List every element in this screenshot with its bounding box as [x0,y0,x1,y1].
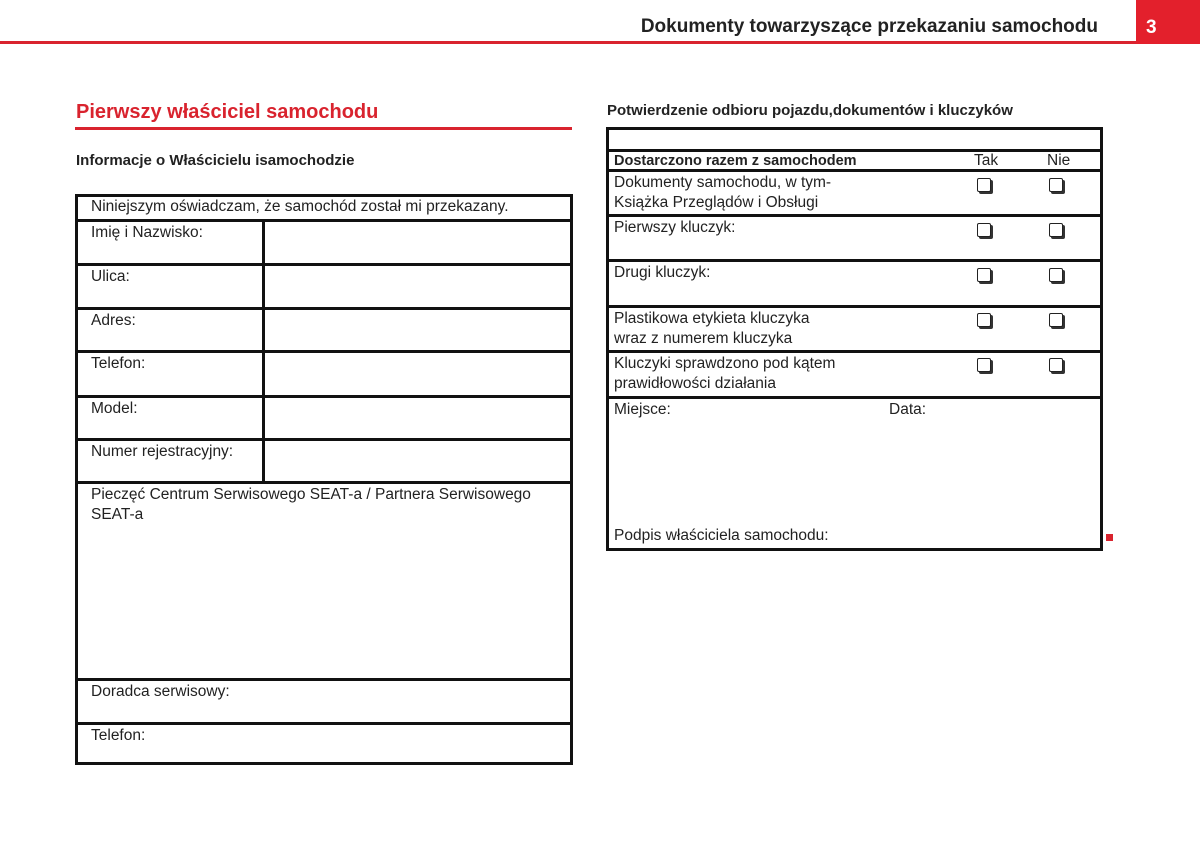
form-row-street [78,263,570,307]
signature-label: Podpis właściciela samochodu: [614,527,829,544]
form-row-model [78,395,570,438]
field-label: Adres: [91,312,136,329]
checkbox-no[interactable] [1049,268,1063,282]
section-title: Pierwszy właściciel samochodu [76,101,379,123]
place-date-signature-row [609,396,1100,548]
label-line-1: Drugi kluczyk: [614,264,711,281]
end-of-section-marker [1106,534,1113,541]
checklist-row [609,214,1100,259]
form-row-name [78,219,570,263]
checklist-item-label [614,218,735,238]
checklist-item-label [614,309,810,349]
name-field[interactable] [265,222,570,263]
checkbox-no[interactable] [1049,313,1063,327]
label-line-1: Plastikowa etykieta kluczyka [614,310,810,327]
checkbox-no[interactable] [1049,358,1063,372]
advisor-row [78,678,570,722]
label-line-1: Pierwszy kluczyk: [614,219,736,236]
checklist-header-yes: Tak [974,152,999,169]
place-date-field[interactable] [609,423,1100,523]
form-row-address [78,307,570,350]
label-line-2: prawidłowości działania [614,375,776,392]
checklist-header-row [609,149,1100,169]
field-label: Imię i Nazwisko: [91,224,203,241]
checklist-row [609,169,1100,214]
checkbox-yes[interactable] [977,223,991,237]
field-label: Model: [91,400,138,417]
model-field[interactable] [265,398,570,438]
advisor-phone-row [78,722,570,762]
registration-number-field[interactable] [265,441,570,481]
advisor-label: Doradca serwisowy: [91,683,230,700]
checklist-header-no: Nie [1047,152,1071,169]
stamp-area[interactable] [78,528,570,678]
checkbox-yes[interactable] [977,268,991,282]
page-number-badge: 3 [1136,0,1200,44]
checklist-row [609,259,1100,305]
checkbox-yes[interactable] [977,313,991,327]
header-rule [0,41,1136,44]
checklist-row [609,350,1100,396]
label-line-1: Dokumenty samochodu, w tym- [614,174,832,191]
empty-row [609,130,1100,149]
page-header-title: Dokumenty towarzyszące przekazaniu samochodu [640,16,1098,37]
phone-field[interactable] [265,353,570,395]
checkbox-yes[interactable] [977,358,991,372]
field-label: Numer rejestracyjny: [91,443,234,460]
owner-info-subtitle: Informacje o Właścicielu isamochodzie [76,152,355,169]
form-row-phone [78,350,570,395]
owner-info-form [75,194,573,765]
checklist-header-item: Dostarczono razem z samochodem [614,153,857,169]
advisor-phone-label: Telefon: [91,727,146,744]
checkbox-yes[interactable] [977,178,991,192]
checklist-item-label [614,354,835,394]
declaration-text: Niniejszym oświadczam, że samochód został mi przekazany. [91,198,509,215]
street-field[interactable] [265,266,570,307]
address-field[interactable] [265,310,570,350]
handover-title: Potwierdzenie odbioru pojazdu,dokumentów i kluczyków [607,102,1013,119]
declaration-row [78,197,570,219]
stamp-row [78,481,570,678]
checkbox-no[interactable] [1049,223,1063,237]
checklist-item-label [614,263,710,283]
handover-checklist [606,127,1103,551]
date-label: Data: [889,401,927,418]
form-row-registration [78,438,570,481]
stamp-label: Pieczęć Centrum Serwisowego SEAT-a / Partnera Serwisowego SEAT-a [91,486,531,523]
field-label: Telefon: [91,355,146,372]
section-title-rule [75,127,572,130]
checklist-item-label [614,173,831,213]
label-line-2: Książka Przeglądów i Obsługi [614,194,819,211]
place-label: Miejsce: [614,401,671,418]
label-line-2: wraz z numerem kluczyka [614,330,793,347]
label-line-1: Kluczyki sprawdzono pod kątem [614,355,836,372]
field-label: Ulica: [91,268,130,285]
checklist-row [609,305,1100,350]
checkbox-no[interactable] [1049,178,1063,192]
